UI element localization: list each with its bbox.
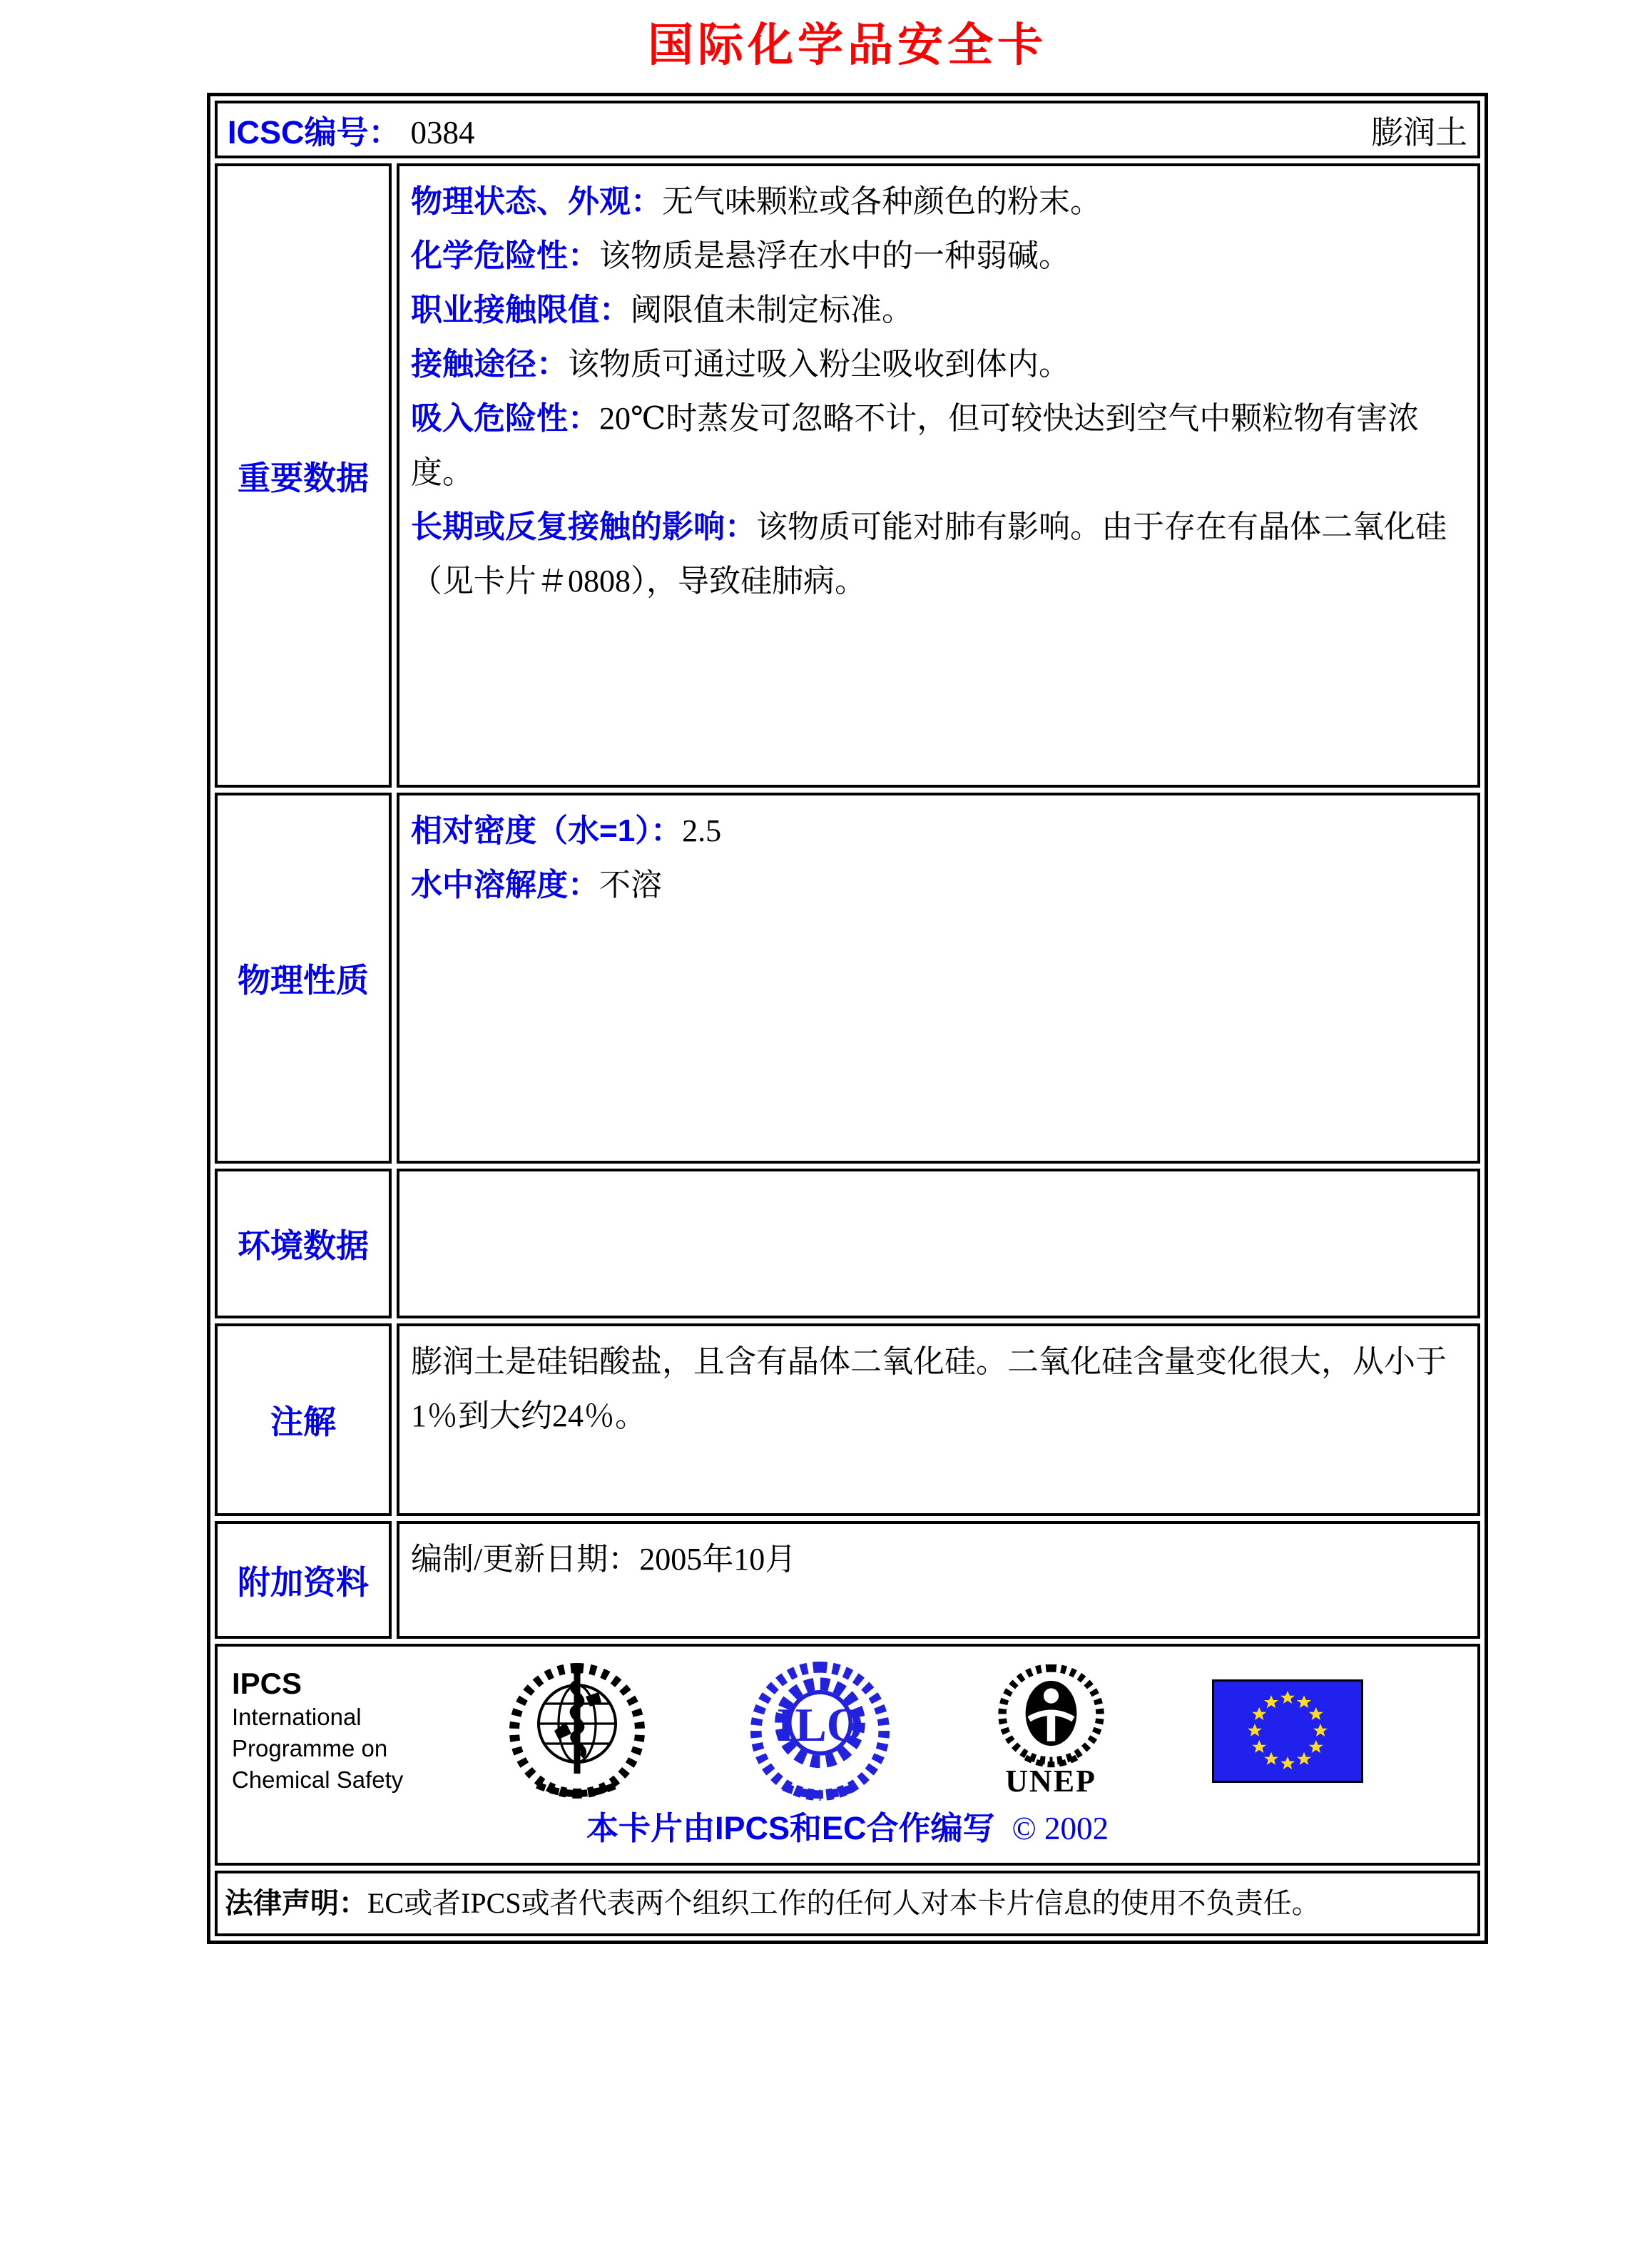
field-value: 该物质可通过吸入粉尘吸收到体内。 bbox=[568, 347, 1070, 382]
ipcs-acronym: IPCS bbox=[232, 1667, 302, 1700]
field-water-solubility bbox=[411, 858, 1466, 912]
organization-logos bbox=[232, 1659, 1463, 1802]
physical-properties-row bbox=[215, 793, 1480, 1164]
environmental-data-content bbox=[397, 1169, 1480, 1318]
chemical-name: 膨润土 bbox=[1370, 115, 1467, 151]
additional-info-row bbox=[215, 1521, 1480, 1639]
field-value: 该物质是悬浮在水中的一种弱碱。 bbox=[599, 238, 1070, 273]
section-label-notes: 注解 bbox=[215, 1323, 392, 1516]
who-logo-icon bbox=[506, 1659, 648, 1802]
section-label-physical-properties: 物理性质 bbox=[215, 793, 392, 1164]
field-long-term-effects bbox=[411, 500, 1466, 609]
unep-logo-text: UNEP bbox=[1005, 1764, 1096, 1799]
section-label-additional-info: 附加资料 bbox=[215, 1521, 392, 1639]
field-label: 长期或反复接触的影响： bbox=[411, 509, 756, 544]
footer-cell bbox=[215, 1644, 1480, 1866]
legal-cell bbox=[215, 1871, 1480, 1936]
field-label: 相对密度（水=1）： bbox=[411, 813, 683, 848]
field-label: 职业接触限值： bbox=[411, 293, 631, 327]
field-value: 20℃时蒸发可忽略不计，但可较快达到空气中颗粒物有害浓度。 bbox=[411, 401, 1420, 490]
eu-flag-icon bbox=[1212, 1679, 1363, 1783]
field-value: 无气味颗粒或各种颜色的粉末。 bbox=[662, 184, 1101, 219]
physical-properties-content bbox=[397, 793, 1480, 1164]
field-chemical-hazard bbox=[411, 229, 1466, 283]
ilo-logo-icon bbox=[750, 1662, 890, 1801]
notes-text: 膨润土是硅铝酸盐，且含有晶体二氧化硅。二氧化硅含量变化很大，从小于1％到大约24％。 bbox=[411, 1344, 1447, 1433]
field-label: 化学危险性： bbox=[411, 238, 599, 273]
icsc-number-value: 0384 bbox=[410, 115, 475, 151]
copyright-text: © 2002 bbox=[1012, 1811, 1109, 1846]
header-row bbox=[215, 101, 1480, 158]
notes-row bbox=[215, 1323, 1480, 1516]
unep-logo-icon bbox=[992, 1664, 1110, 1771]
section-label-environmental-data: 环境数据 bbox=[215, 1169, 392, 1318]
footer-row bbox=[215, 1644, 1480, 1866]
credit-text: 本卡片由IPCS和EC合作编写 bbox=[586, 1810, 995, 1846]
field-occupational-exposure-limit bbox=[411, 283, 1466, 337]
credit-line bbox=[232, 1802, 1463, 1853]
section-label-important-data: 重要数据 bbox=[215, 163, 392, 788]
safety-card-table bbox=[207, 93, 1488, 1944]
field-value: 阈限值未制定标准。 bbox=[631, 293, 913, 327]
additional-info-content bbox=[397, 1521, 1480, 1639]
unep-logo-block bbox=[992, 1664, 1110, 1797]
important-data-content bbox=[397, 163, 1480, 788]
notes-content bbox=[397, 1323, 1480, 1516]
legal-notice-text: EC或者IPCS或者代表两个组织工作的任何人对本卡片信息的使用不负责任。 bbox=[367, 1887, 1320, 1919]
field-value: 2.5 bbox=[682, 813, 722, 848]
field-label: 水中溶解度： bbox=[411, 868, 599, 902]
ipcs-text-block bbox=[232, 1666, 403, 1796]
field-inhalation-risk bbox=[411, 392, 1466, 500]
icsc-number-group bbox=[228, 106, 475, 153]
field-label: 物理状态、外观： bbox=[411, 184, 662, 219]
field-label: 接触途径： bbox=[411, 347, 568, 382]
ipcs-line-2: Programme on bbox=[232, 1735, 388, 1761]
legal-row bbox=[215, 1871, 1480, 1936]
field-value: 该物质可能对肺有影响。由于存在有晶体二氧化硅（见卡片＃0808），导致硅肺病。 bbox=[411, 509, 1447, 599]
ilo-logo-text: ILO bbox=[776, 1699, 864, 1751]
ipcs-line-3: Chemical Safety bbox=[232, 1766, 404, 1793]
field-value: 不溶 bbox=[599, 868, 662, 902]
important-data-row bbox=[215, 163, 1480, 788]
field-relative-density bbox=[411, 804, 1466, 858]
header-cell bbox=[215, 101, 1480, 158]
legal-notice-label: 法律声明： bbox=[225, 1888, 367, 1919]
ipcs-line-1: International bbox=[232, 1704, 362, 1730]
environmental-data-row bbox=[215, 1169, 1480, 1318]
field-exposure-route bbox=[411, 337, 1466, 392]
icsc-number-label: ICSC编号： bbox=[228, 114, 401, 151]
page-title: 国际化学品安全卡 bbox=[648, 20, 1047, 71]
field-label: 吸入危险性： bbox=[411, 401, 599, 436]
revision-date-text: 编制/更新日期：2005年10月 bbox=[411, 1542, 797, 1577]
field-physical-state-appearance bbox=[411, 175, 1466, 229]
